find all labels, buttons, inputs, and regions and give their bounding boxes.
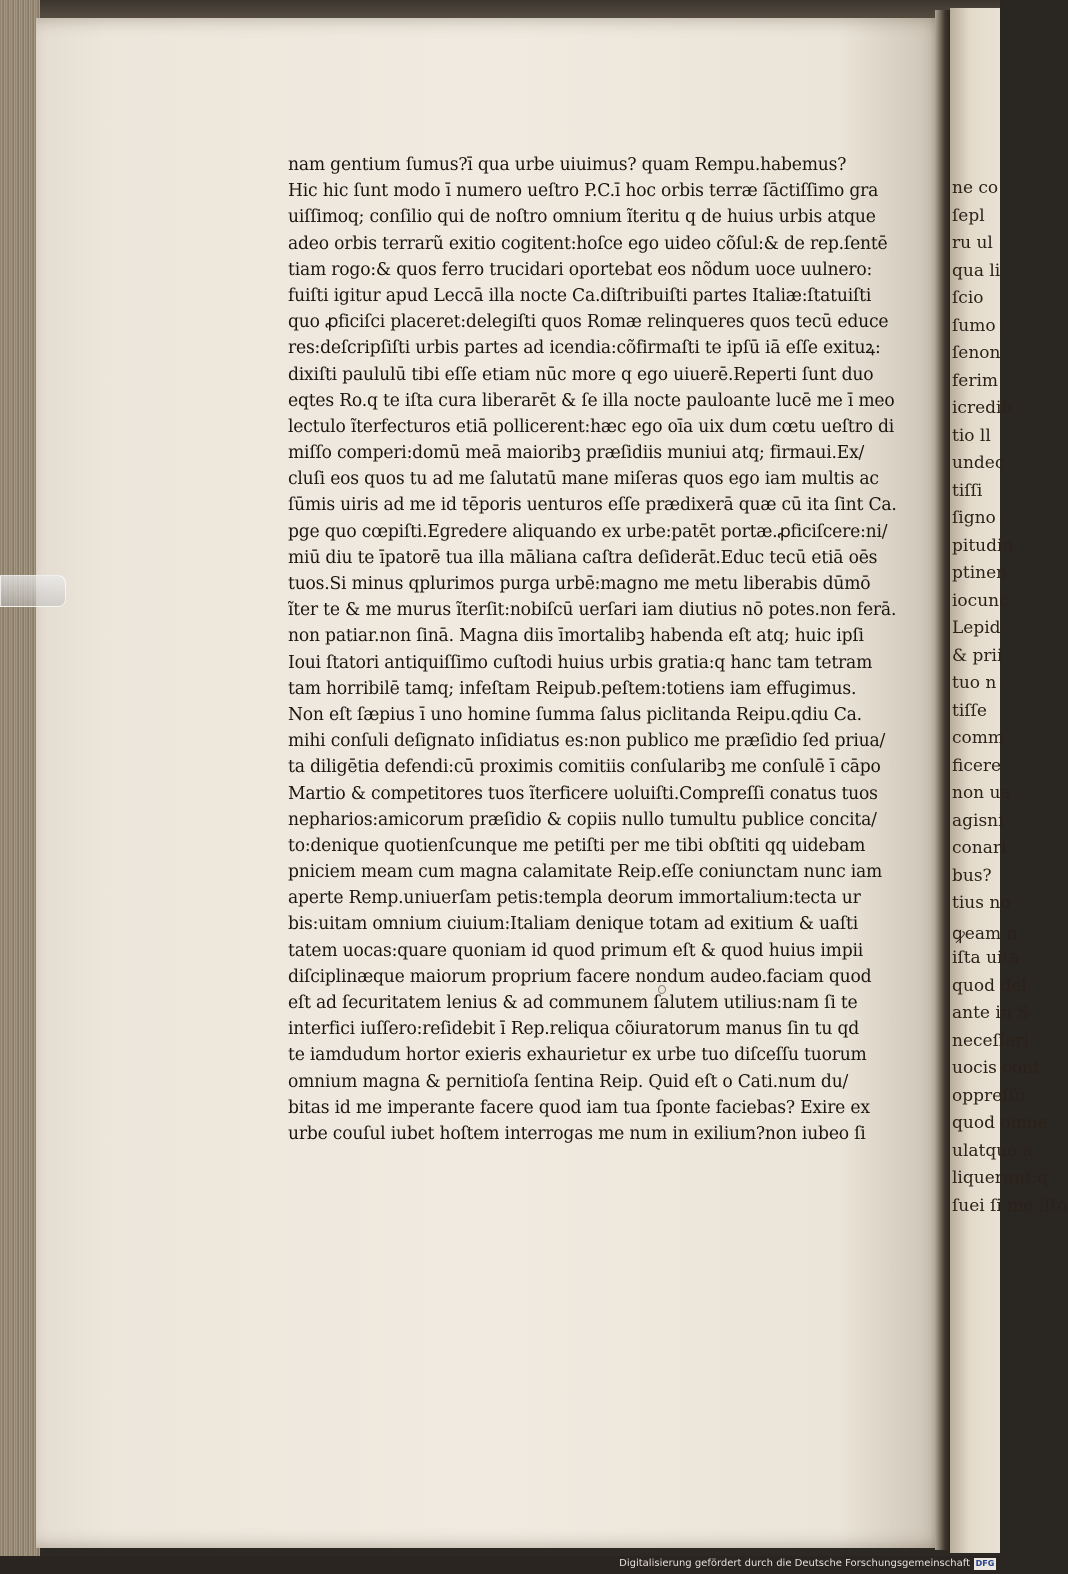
text-line: uiſſimoq; conſilio qui de noſtro omnium ĩteritu q de huius urbis atque bbox=[288, 207, 876, 228]
facing-page-fragment: iocunc bbox=[952, 590, 1009, 611]
facing-page-fragment: tiſſe bbox=[952, 700, 987, 721]
facing-page-fragment: ſenon bbox=[952, 343, 1001, 363]
text-line: mihi conſuli deſignato inſidiatus es:non publico me præſidio ſed priua/ bbox=[288, 731, 886, 752]
text-line: nam gentium ſumus?ī qua urbe uiuimus? quam Rempu.habemus? bbox=[288, 155, 847, 175]
facing-page-fragment: ſepl bbox=[952, 205, 985, 226]
facing-page-fragment: bus? bbox=[952, 865, 992, 886]
facing-page-fragment: neceſſari bbox=[952, 1030, 1029, 1051]
facing-page-fragment: ante in S bbox=[952, 1003, 1029, 1023]
text-line: fuiſti igitur apud Leccā illa nocte Ca.diſtribuiſti partes Italiæ:ſtatuiſti bbox=[288, 285, 872, 306]
facing-page-fragment: tuo n bbox=[952, 673, 997, 693]
dfg-logo: DFG bbox=[975, 1559, 995, 1568]
facing-page-fragment: iſta uita bbox=[952, 948, 1020, 968]
text-line: Ioui ſtatori antiquiſſimo cuſtodi huius urbis gratia:q hanc tam tetram bbox=[288, 652, 873, 673]
text-line: te iamdudum hortor exieris exhaurietur ex urbe tuo diſceſſu tuorum bbox=[288, 1045, 867, 1066]
text-line: tuos.Si minus qplurimos purga urbē:magno me metu liberabis dūmō bbox=[288, 574, 871, 594]
facing-page-fragment: ru ul bbox=[952, 233, 993, 253]
text-line: lectulo ĩterfecturos etiā pollicerent:hæc ego oīa uix dum cœtu ueſtro di bbox=[288, 416, 895, 437]
text-line: ſūmis uiris ad me id tēporis uenturos eſſe prædixerā quæ cū ita ſint Ca. bbox=[288, 495, 897, 516]
facing-page-fragment: icredib bbox=[952, 398, 1013, 418]
facing-page-fragment: ꝙeam n bbox=[952, 923, 1018, 944]
page-edges-left bbox=[0, 0, 40, 1560]
text-line: eſt ad ſecuritatem lenius & ad communem ſalutem utilius:nam ſi te bbox=[288, 993, 858, 1013]
facing-page-fragment: ficere bbox=[952, 755, 1002, 776]
facing-page-fragment: uocis cont bbox=[952, 1058, 1040, 1078]
facing-page-fragment: tio ll bbox=[952, 425, 991, 446]
facing-page-fragment: non ua bbox=[952, 783, 1011, 803]
text-line: tatem uocas:quare quoniam id quod primum eſt & quod huius impii bbox=[288, 940, 864, 961]
text-line: urbe couſul iubet hoſtem interrogas me num in exilium?non iubeo ſi bbox=[288, 1123, 866, 1144]
facing-page-fragment: ſuei ſi me iſto bbox=[952, 1195, 1068, 1216]
text-line: bitas id me imperante facere quod iam tua ſponte faciebas? Exire ex bbox=[288, 1097, 870, 1118]
facing-page-fragment: ſigno bbox=[952, 508, 996, 528]
text-line: to:denique quotienſcunque me petiſti per me tibi obſtiti qq uidebam bbox=[288, 835, 866, 856]
facing-page-fragment: pitudin bbox=[952, 535, 1014, 556]
main-text-block bbox=[288, 152, 913, 1147]
facing-page-fragment: conari bbox=[952, 838, 1007, 858]
facing-page-fragment: oppreſſu bbox=[952, 1085, 1026, 1106]
text-line: aperte Remp.uniuerſam petis:templa deorum immortalium:tecta ur bbox=[288, 888, 861, 909]
text-line: dixiſti paululū tibi eſſe etiam nūc more q ego uiuerē.Reperti ſunt duo bbox=[288, 364, 874, 385]
page-mark bbox=[658, 985, 666, 994]
facing-page-fragment: agisni bbox=[952, 810, 1004, 831]
text-line: pge quo cœpiſti.Egredere aliquando ex urbe:patēt portæ.ꝓficiſcere:ni/ bbox=[288, 521, 888, 542]
facing-page-fragment: Lepid bbox=[952, 618, 1001, 638]
facing-page-recto bbox=[950, 8, 1068, 1553]
text-line: miū diu te īpatorē tua illa māliana caſtra deſiderāt.Educ tecū etiā oēs bbox=[288, 547, 878, 568]
text-line: res:deſcripſiſti urbis partes ad icendia:cõfirmaſti te ipſū iā eſſe exituꝝ: bbox=[288, 338, 881, 359]
funding-credit: Digitalisierung gefördert durch die Deutsche Forschungsgemeinschaft bbox=[619, 1558, 970, 1569]
text-line: ta diligētia defendi:cū proximis comitiis conſularibꝫ me conſulē ī cāpo bbox=[288, 757, 881, 778]
text-line: miſſo comperi:domū meā maioribꝫ præſidiis muniui atq; firmaui.Ex/ bbox=[288, 443, 865, 464]
facing-page-fragment: & prii bbox=[952, 645, 1003, 666]
text-line: eqtes Ro.q te iſta cura liberarēt & ſe illa nocte pauloante lucē me ī meo bbox=[288, 390, 895, 411]
facing-page-fragment: undec bbox=[952, 453, 1005, 473]
text-line: cluſi eos quos tu ad me ſalutatū mane miſeras quos ego iam multis ac bbox=[288, 469, 879, 490]
clamp-clip bbox=[0, 575, 66, 607]
facing-page-fragment: quod omne bbox=[952, 1113, 1048, 1133]
facing-page-fragment: ſcio bbox=[952, 288, 984, 308]
text-line: nepharios:amicorum præſidio & copiis nullo tumultu publice concita/ bbox=[288, 809, 877, 830]
facing-page-fragment: ne co bbox=[952, 178, 999, 198]
text-line: Hic hic ſunt modo ī numero ueſtro P.C.ī hoc orbis terræ ſāctiſſimo gra bbox=[288, 181, 879, 202]
facing-page-fragment: quod del bbox=[952, 975, 1027, 996]
text-line: interfici iuſſero:reſidebit ī Rep.reliqua cõiuratorum manus ſin tu qd bbox=[288, 1019, 860, 1040]
facing-page-fragment: liquerunt:q bbox=[952, 1168, 1049, 1188]
text-line: omnium magna & pernitioſa ſentina Reip. Quid eſt o Cati.num du/ bbox=[288, 1071, 849, 1092]
text-line: Martio & competitores tuos ĩterficere uoluiſti.Compreſſi conatus tuos bbox=[288, 783, 878, 804]
facing-page-fragment: comm bbox=[952, 728, 1004, 748]
facing-page-fragment: tius no bbox=[952, 893, 1011, 913]
text-line: ĩter te & me murus ĩterſit:nobiſcū uerſari iam diutius nō potes.non ferā. bbox=[288, 600, 897, 621]
facing-page-fragment: ulatque a bbox=[952, 1140, 1033, 1161]
text-line: quo ꝓficiſci placeret:delegiſti quos Romæ relinqueres quos tecū educe bbox=[288, 312, 889, 333]
text-line: Non eſt ſæpius ī uno homine ſumma ſalus piclitanda Reipu.qdiu Ca. bbox=[288, 704, 862, 725]
text-line: pniciem meam cum magna calamitate Reip.eſſe coniunctam nunc iam bbox=[288, 862, 883, 883]
facing-page-fragment: ptinen bbox=[952, 563, 1008, 583]
facing-page-fragment: tiſſi bbox=[952, 480, 983, 501]
text-line: bis:uitam omnium ciuium:Italiam denique totam ad exitium & uaſti bbox=[288, 914, 858, 935]
text-line: tam horribilē tamq; infeſtam Reipub.peſtem:totiens iam effugimus. bbox=[288, 678, 857, 699]
text-line: non patiar.non ſinā. Magna diis īmortalibꝫ habenda eſt atq; huic ipſi bbox=[288, 626, 864, 647]
text-line: adeo orbis terrarũ exitio cogitent:hoſce ego uideo cõſul:& de rep.ſentē bbox=[288, 233, 888, 254]
facing-page-fragment: ferim bbox=[952, 370, 999, 391]
facing-page-fragment: qua li bbox=[952, 260, 1001, 281]
text-line: tiam rogo:& quos ferro trucidari oportebat eos nõdum uoce uulnero: bbox=[288, 259, 873, 280]
text-line: diſciplinæque maiorum proprium facere nondum audeo.faciam quod bbox=[288, 966, 872, 987]
facing-page-fragment: ſumo bbox=[952, 315, 996, 336]
